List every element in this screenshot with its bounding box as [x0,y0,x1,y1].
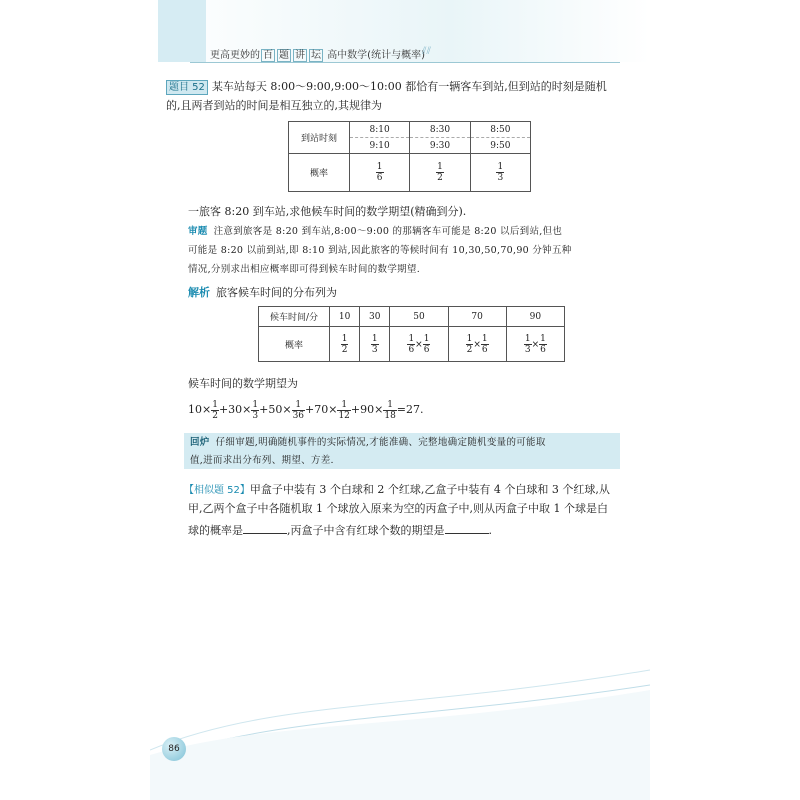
similar-line-2: 甲,乙两个盒子中各随机取 1 个球放入原来为空的丙盒子中,则从丙盒子中取 1 个球是白 [188,502,608,515]
arrival-header: 到站时刻 [289,122,350,154]
page-number: 86 [162,737,186,761]
answer-blank-1[interactable] [243,523,287,534]
wait-time: 90 [506,307,564,327]
arrival-time: 9:50 [470,138,530,154]
similar-line-1 [184,481,610,500]
solution-intro [188,284,337,302]
wait-time: 30 [360,307,390,327]
header-subject: 高中数学(统计与概率) [327,50,425,61]
wait-prob: $\frac{1}{3}$ × $\frac{1}{6}$ [506,327,564,362]
problem-tag: 题目 52 [166,80,208,95]
header-boxed-char: 百 [263,50,273,61]
summary-label: 回炉 [190,437,210,448]
summary-line-1 [190,434,546,452]
problem-line-1 [166,78,607,96]
running-header [210,46,425,61]
wait-table [258,306,565,362]
header-boxed-char: 坛 [311,50,321,61]
solution-label: 解析 [188,286,210,299]
wait-header: 候车时间/分 [259,307,330,327]
answer-blank-2[interactable] [445,523,489,534]
arrival-time: 8:10 [350,122,410,138]
arrival-table [288,121,531,192]
problem-question: 一旅客 8:20 到车站,求他候车时间的数学期望(精确到分). [188,205,467,218]
arrival-time: 8:50 [470,122,530,138]
solution-text: 旅客候车时间的分布列为 [216,286,337,299]
arrival-time: 9:10 [350,138,410,154]
problem-line-2: 的,且两者到站的时间是相互独立的,其规律为 [166,99,382,112]
header-prefix: 更高更妙的 [210,50,260,61]
similar-tag: 【相似题 52】 [184,485,250,496]
review-label: 审题 [188,226,208,237]
arrival-time: 9:30 [410,138,470,154]
wait-time: 50 [390,307,448,327]
header-boxed-char: 讲 [295,50,305,61]
expectation-formula: 10× $\frac{1}{2}$ +30× $\frac{1}{3}$ +50× $\frac{1}{36}$ +70× $\frac{1}{12}$ +90× $\frac{1}{18}$ =27. [188,399,424,421]
arrival-prob: $\frac{1}{3}$ [470,154,530,192]
review-line-2: 可能是 8:20 以前到站,即 8:10 到站,因此旅客的等候时间有 10,30,50,70,90 分钟五种 [188,245,572,256]
arrival-time: 8:30 [410,122,470,138]
review-line-3: 情况,分别求出相应概率即可得到候车时间的数学期望. [188,264,421,275]
wait-prob: $\frac{1}{2}$ [330,327,360,362]
review-line-1 [188,223,562,241]
problem-text: 某车站每天 8:00～9:00,9:00～10:00 都恰有一辆客车到站,但到站的时刻是随机 [211,80,607,93]
bottom-wave-decoration [150,660,650,800]
book-page [150,0,650,800]
arrival-prob: $\frac{1}{2}$ [410,154,470,192]
similar-text: 甲盒子中装有 3 个白球和 2 个红球,乙盒子中装有 4 个白球和 3 个红球,从 [249,483,610,496]
wait-time: 70 [448,307,506,327]
header-boxed-char: 题 [279,50,289,61]
similar-line-3: 球的概率是 ,丙盒子中含有红球个数的期望是 . [188,524,492,537]
arrival-prob: $\frac{1}{6}$ [350,154,410,192]
arrival-prob-label: 概率 [289,154,350,192]
wait-time: 10 [330,307,360,327]
expectation-intro: 候车时间的数学期望为 [188,377,298,390]
wait-prob: $\frac{1}{3}$ [360,327,390,362]
wait-prob: $\frac{1}{2}$ × $\frac{1}{6}$ [448,327,506,362]
header-deco-icon: ⫽⫽ [422,46,431,57]
header-accent-bar [158,0,206,62]
summary-line-2: 值,进而求出分布列、期望、方差. [190,455,334,466]
wait-prob-label: 概率 [259,327,330,362]
summary-text: 仔细审题,明确随机事件的实际情况,才能准确、完整地确定随机变量的可能取 [215,437,546,448]
wait-prob: $\frac{1}{6}$ × $\frac{1}{6}$ [390,327,448,362]
header-rule [190,62,620,63]
review-text: 注意到旅客是 8:20 到车站,8:00～9:00 的那辆客车可能是 8:20 以后到站,但也 [213,226,563,237]
